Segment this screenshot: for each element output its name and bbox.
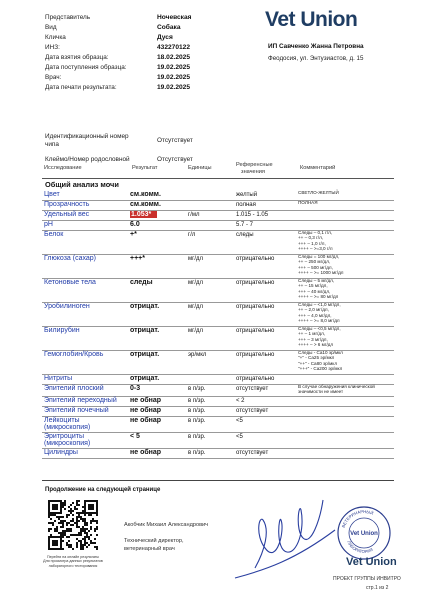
stamp-center-text: Vet Union — [350, 531, 378, 537]
col-ref-2: значения — [241, 169, 265, 175]
test-name-line: (микроскопия) — [44, 424, 91, 432]
test-units: в п/зр. — [188, 450, 206, 456]
page-number: стр.1 из 2 — [366, 585, 389, 591]
test-name-line: Эпителий переходный — [44, 397, 117, 404]
test-name-line: Эпителий плоский — [44, 385, 104, 392]
test-units: г/л — [188, 232, 196, 238]
field-label: ИНЗ: — [45, 44, 60, 51]
comment-line: ПОЛНАЯ — [298, 200, 318, 205]
test-name — [44, 201, 89, 208]
test-units: в п/зр. — [188, 418, 206, 424]
test-reference: отсутствует — [236, 386, 269, 392]
comment-line: +++ – 4,0 мг/дл, — [298, 312, 332, 318]
field-label: Дата взятия образца: — [45, 54, 109, 61]
pedigree-label: Клеймо/Номер родословной — [45, 156, 130, 163]
test-name — [44, 191, 60, 198]
comment-line: Следы - Ca10 эр/мкл — [298, 350, 343, 355]
test-reference: отрицательно — [236, 304, 275, 310]
test-result: отрицат. — [130, 327, 160, 334]
table-row — [42, 432, 394, 449]
comment-line: ++++ – >= 8,0 мг/дл — [298, 318, 340, 324]
comment-line: ++++ – > 6 мг/дл — [298, 342, 334, 348]
field-label: Представитель — [45, 14, 91, 21]
comment-line: ++++ – >= 80 мг/дл — [298, 294, 339, 300]
project-note: ПРОЕКТ ГРУППЫ ИНВИТРО — [333, 576, 401, 582]
test-comment — [298, 230, 333, 252]
test-name — [44, 255, 96, 262]
stamp-bottom-text: ЛАБОРАТОРИЯ — [346, 539, 374, 555]
field-value: 19.02.2025 — [157, 84, 191, 91]
comment-line: Следы – 0,1 г/л, — [298, 230, 333, 235]
test-name — [44, 231, 63, 238]
table-row — [42, 448, 394, 459]
test-units: эр/мкл — [188, 352, 207, 358]
clinic-name: ИП Савченко Жанна Петровна — [268, 43, 364, 50]
field-value: 19.02.2025 — [157, 64, 191, 71]
vet-union-logo: Vet Union — [265, 8, 358, 31]
test-comment — [298, 384, 375, 395]
field-label: Дата поступления образца: — [45, 64, 127, 71]
test-result: отрицат. — [130, 375, 160, 382]
test-name-line: Кетоновые тела — [44, 279, 96, 286]
qr-code-icon[interactable] — [48, 500, 98, 550]
comment-line: ++++ – >= 1000 мг/дл — [298, 270, 344, 276]
test-reference: отрицательно — [236, 376, 275, 382]
test-name — [44, 417, 90, 432]
test-name-line: Лейкоциты — [44, 417, 80, 424]
test-name — [44, 433, 90, 448]
test-name — [44, 221, 53, 228]
test-result: отрицат. — [130, 303, 160, 310]
test-name — [44, 351, 103, 358]
test-reference: < 2 — [236, 398, 245, 404]
comment-line: ++ – 1 мг/дл, — [298, 331, 326, 337]
test-comment — [298, 254, 343, 276]
qr-caption: Перейти на онлайн результаты Для просмотра данных результатов лабораторного тестирования — [43, 555, 103, 568]
field-label: Врач: — [45, 74, 62, 81]
comment-line: +++ – 1,0 г/л, — [298, 240, 326, 246]
test-result: см.комм. — [130, 191, 161, 198]
pedigree-value: Отсутствует — [157, 156, 193, 163]
test-reference: отрицательно — [236, 352, 275, 358]
comment-line: ++ – 15 мг/дл, — [298, 283, 328, 289]
test-reference: полная — [236, 202, 256, 208]
test-name-line: Белок — [44, 231, 64, 238]
comment-line: "+" - Ca25 эр/мкл — [298, 355, 335, 361]
test-name-line: (микроскопия) — [44, 440, 91, 448]
test-reference: отрицательно — [236, 280, 275, 286]
test-result: +++* — [130, 255, 145, 262]
col-study: Исследование — [44, 165, 82, 171]
test-units: в п/зр. — [188, 398, 206, 404]
test-name — [44, 397, 117, 404]
comment-line: "+++" - Ca200 эр/мкл — [298, 366, 343, 372]
comment-line: "++" - Ca80 эр/мкл — [298, 360, 338, 366]
test-result: < 5 — [130, 433, 140, 440]
field-value: 18.02.2025 — [157, 54, 191, 61]
comment-line: +++ – 3 мг/дл, — [298, 336, 328, 342]
test-reference: 5.7 - 7 — [236, 222, 254, 228]
field-value: Дуся — [157, 34, 173, 41]
col-units: Единицы — [188, 165, 212, 171]
comment-line: значимости не имеет — [298, 389, 344, 395]
test-comment — [298, 350, 343, 372]
test-name-line: Цилиндры — [44, 449, 78, 456]
table-header — [42, 162, 394, 179]
test-units: мг/дл — [188, 304, 203, 310]
table-row — [42, 416, 394, 433]
comment-line: +++ – 40 мг/дл, — [298, 288, 331, 294]
test-comment — [298, 326, 341, 348]
stamp-icon — [336, 505, 392, 561]
table-row — [42, 230, 394, 255]
test-result: +* — [130, 231, 137, 238]
test-name — [44, 211, 89, 218]
field-label: Вид — [45, 24, 57, 31]
test-units: в п/зр. — [188, 408, 206, 414]
test-units: мг/дл — [188, 328, 203, 334]
test-result: 0-3 — [130, 385, 141, 392]
table-row — [42, 278, 394, 303]
doctor-title-2: ветеринарный врач — [124, 546, 175, 552]
test-name-line: Глюкоза (сахар) — [44, 255, 96, 262]
test-name — [44, 279, 96, 286]
comment-line: ++ – 0,3 г/л, — [298, 235, 324, 241]
test-name — [44, 375, 72, 382]
footer-logo: Vet Union — [346, 556, 397, 568]
field-value: 19.02.2025 — [157, 74, 191, 81]
field-label: Дата печати результата: — [45, 84, 117, 91]
col-comment: Комментарий — [300, 165, 336, 171]
test-units: в п/зр. — [188, 386, 206, 392]
test-comment — [298, 302, 341, 324]
test-reference: отрицательно — [236, 328, 275, 334]
test-units: в п/зр. — [188, 434, 206, 440]
test-name — [44, 385, 104, 392]
comment-line: Следы = 100 мг/дл, — [298, 254, 340, 259]
test-name — [44, 303, 90, 310]
comment-line: ++ – 2,0 мг/дл, — [298, 307, 329, 313]
comment-line: Следы – <1,0 мг/дл, — [298, 302, 341, 307]
field-value: 432270122 — [157, 44, 191, 51]
footer-divider — [42, 480, 394, 481]
test-name — [44, 449, 78, 456]
table-row — [42, 254, 394, 279]
test-reference: отсутствует — [236, 450, 269, 456]
test-result: 1.053* — [130, 211, 157, 218]
table-row — [42, 302, 394, 327]
test-reference: 1.015 - 1.05 — [236, 212, 269, 218]
chip-label: Идентификационный номер чипа — [45, 133, 129, 148]
clinic-address: Феодосия, ул. Энтузиастов, д. 15 — [268, 55, 364, 62]
test-reference: отрицательно — [236, 256, 275, 262]
table-row — [42, 326, 394, 351]
test-name-line: Цвет — [44, 191, 60, 198]
field-value: Собака — [157, 24, 181, 31]
test-reference: <5 — [236, 434, 243, 440]
comment-line: Следы – <0,5 мг/дл, — [298, 326, 341, 331]
test-reference: <5 — [236, 418, 243, 424]
chip-value: Отсутствует — [157, 137, 193, 144]
comment-line: В случае обнаружения клинической — [298, 384, 375, 389]
test-result: не обнар — [130, 397, 162, 404]
col-result: Результат — [132, 165, 158, 171]
test-name-line: Билирубин — [44, 327, 80, 334]
continued-note: Продолжение на следующей странице — [45, 487, 161, 493]
test-reference: желтый — [236, 192, 258, 198]
comment-line: СВЕТЛО-ЖЕЛТЫЙ — [298, 190, 339, 195]
comment-line: Следы – 5 мг/дл, — [298, 278, 335, 283]
field-value: Ночевская — [157, 14, 192, 21]
section-title: Общий анализ мочи — [45, 180, 119, 189]
signature-icon — [225, 490, 345, 585]
test-name-line: Эритроциты — [44, 433, 84, 440]
doctor-name: Акобчик Михаил Александрович — [124, 522, 209, 528]
test-units: г/мл — [188, 212, 200, 218]
test-result: не обнар — [130, 407, 162, 414]
test-units: мг/дл — [188, 256, 203, 262]
test-reference: отсутствует — [236, 408, 269, 414]
stamp-top-text: ВЕТЕРИНАРНЫЙ — [340, 508, 375, 529]
test-name — [44, 407, 109, 414]
test-name-line: Нитриты — [44, 375, 73, 382]
field-label: Кличка — [45, 34, 66, 41]
test-name-line: pH — [44, 221, 53, 228]
test-name-line: Эпителий почечный — [44, 407, 109, 414]
test-reference: следы — [236, 232, 254, 238]
test-name — [44, 327, 80, 334]
comment-line: +++ – 500 мг/дл, — [298, 264, 333, 270]
test-name-line: Удельный вес — [44, 211, 90, 218]
test-name-line: Гемоглобин/Кровь — [44, 351, 104, 358]
test-name-line: Уробилиноген — [44, 303, 90, 310]
test-comment — [298, 200, 318, 205]
test-result: см.комм. — [130, 201, 161, 208]
test-result: не обнар — [130, 449, 162, 456]
test-result: следы — [130, 279, 153, 286]
comment-line: ++++ – >=3,0 г/л — [298, 246, 333, 252]
test-result: не обнар — [130, 417, 162, 424]
test-units: мг/дл — [188, 280, 203, 286]
test-name-line: Прозрачность — [44, 201, 90, 208]
test-result: 6.0 — [130, 221, 140, 228]
doctor-title-1: Технический директор, — [124, 538, 184, 544]
test-result: отрицат. — [130, 351, 160, 358]
test-comment — [298, 190, 339, 195]
comment-line: ++ – 250 мг/дл, — [298, 259, 331, 265]
table-row — [42, 350, 394, 375]
test-comment — [298, 278, 338, 300]
col-ref: Референсные — [236, 162, 273, 168]
